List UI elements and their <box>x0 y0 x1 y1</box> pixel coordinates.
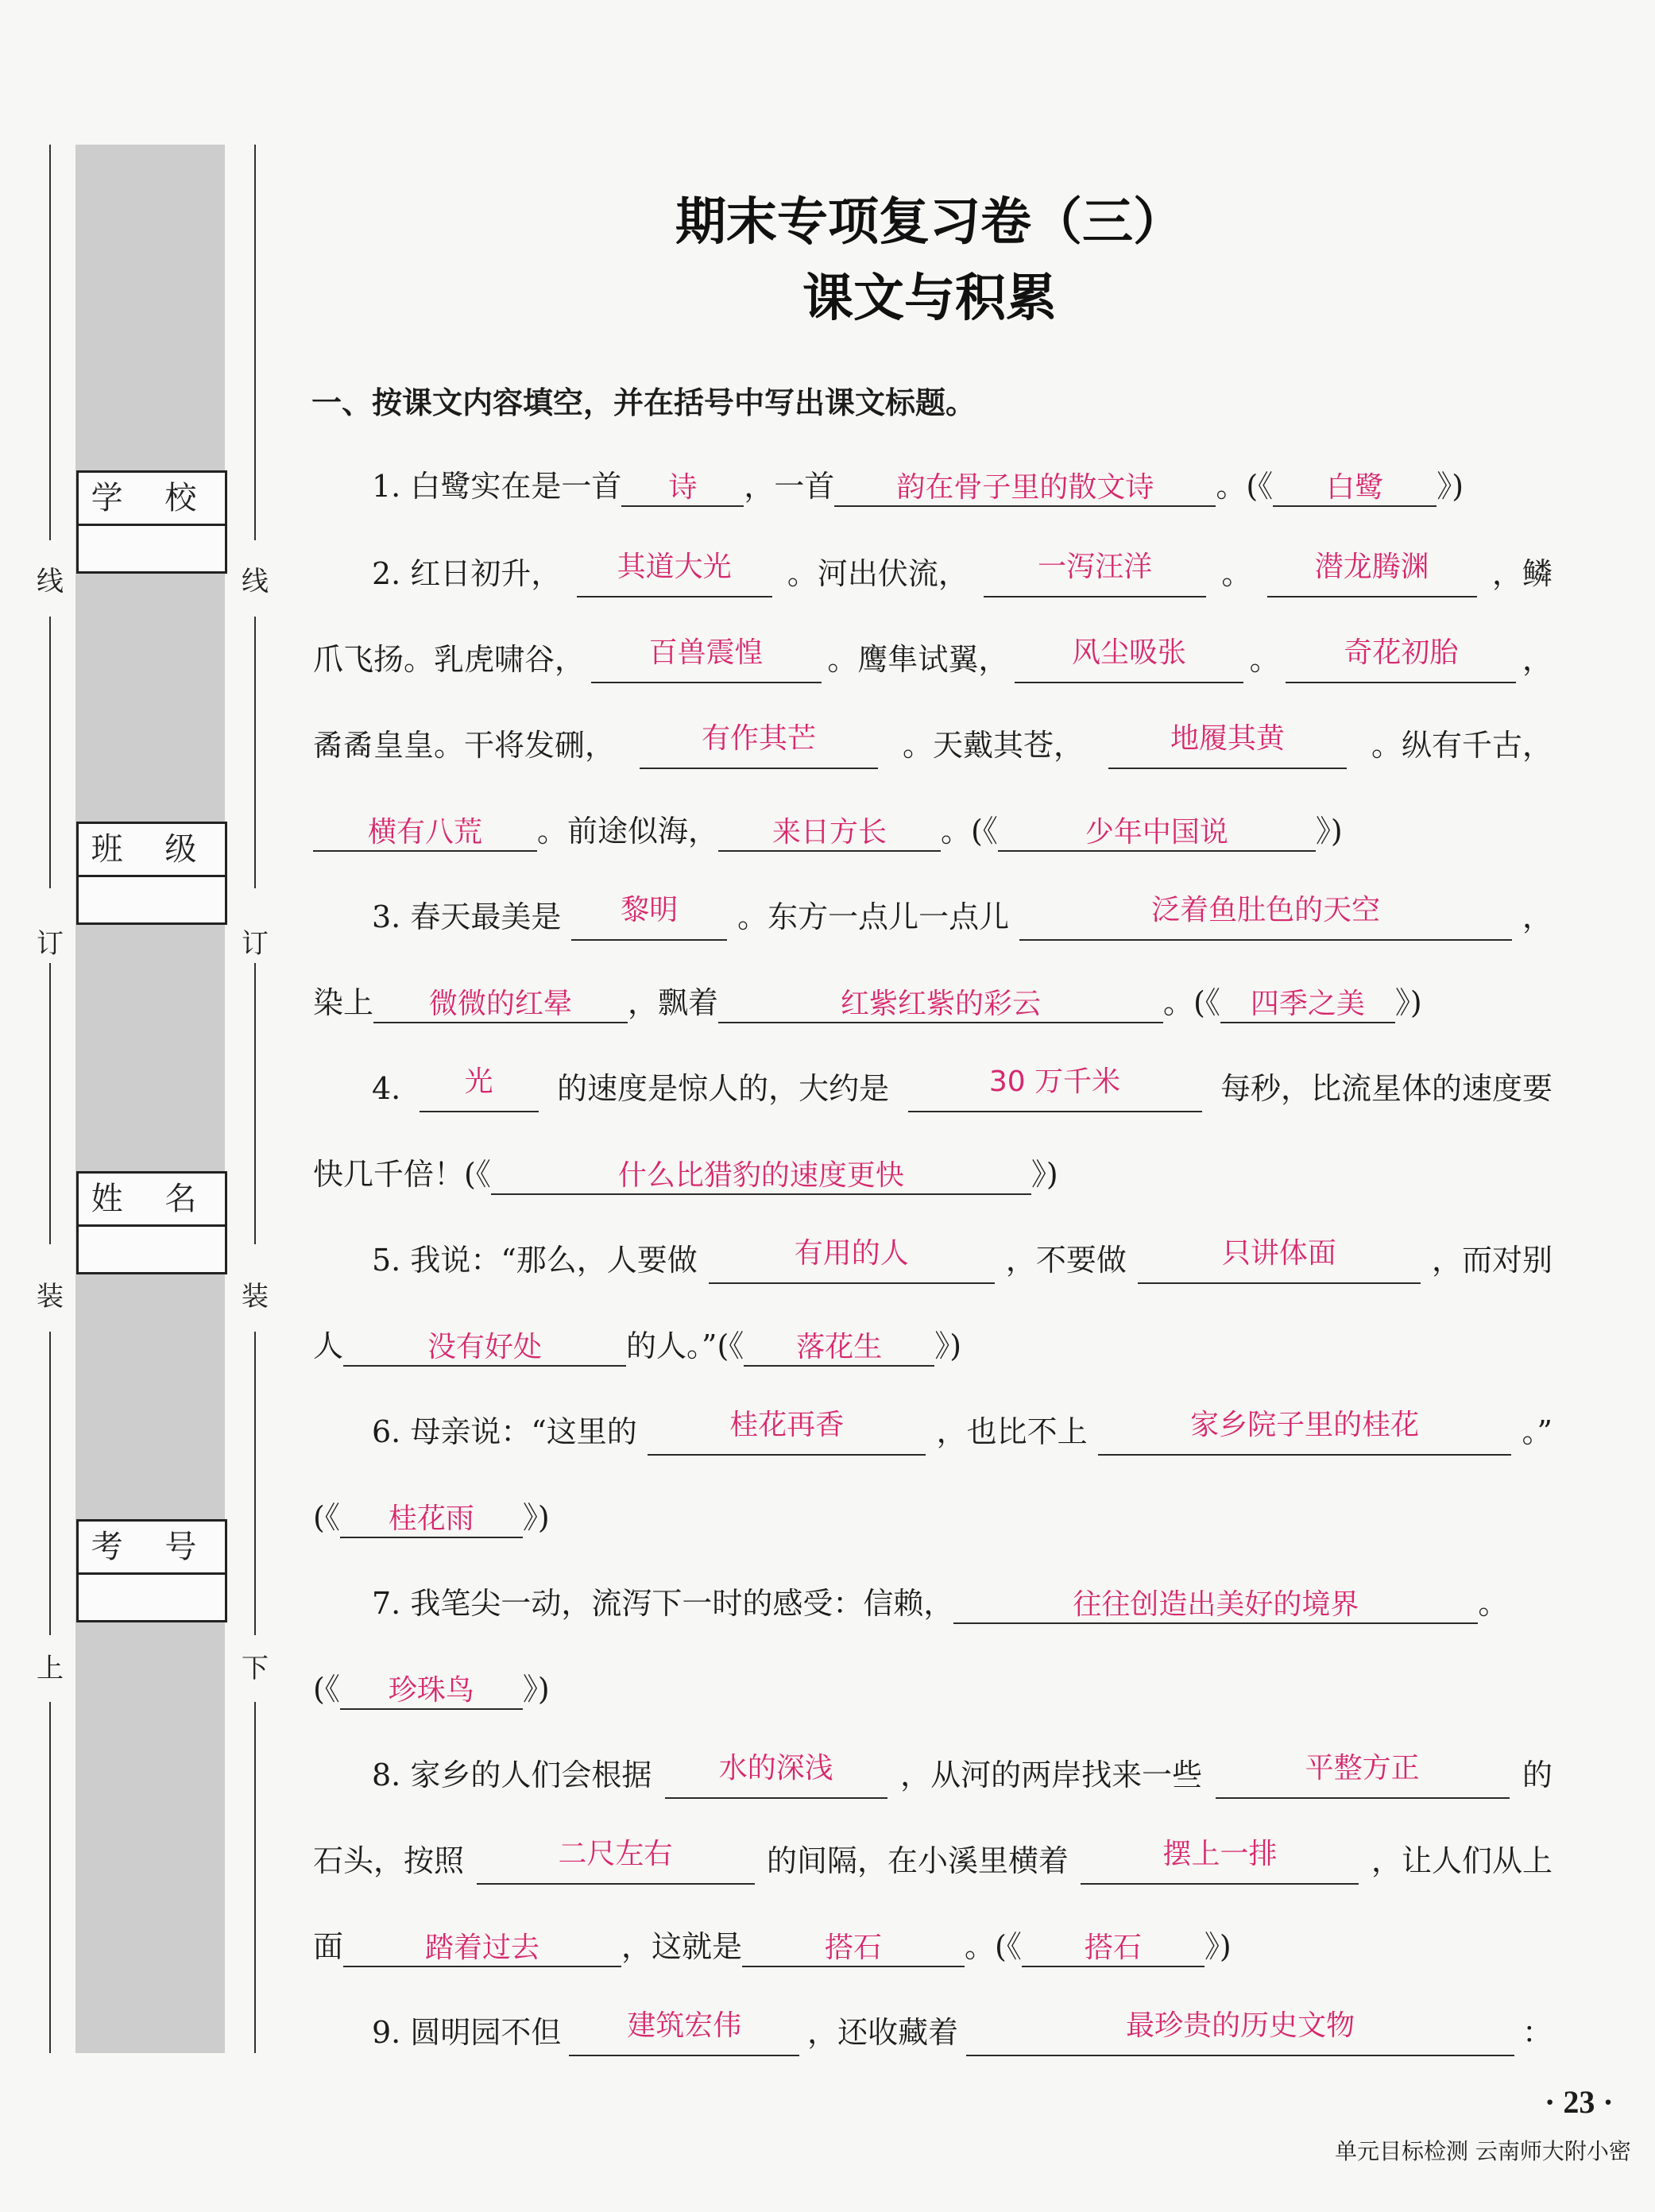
answer-blank[interactable]: 微微的红晕 <box>373 987 628 1023</box>
answer-blank[interactable]: 奇花初胎 <box>1286 636 1516 683</box>
question-5-line-2: 人 没有好处 的人。”(《 落花生 》) <box>313 1322 1553 1370</box>
answer-blank[interactable]: 平整方正 <box>1216 1751 1510 1799</box>
answer-blank[interactable]: 其道大光 <box>577 550 772 597</box>
margin-mark-zhuang: 装 <box>32 1281 68 1313</box>
margin-mark-xian: 线 <box>237 566 273 597</box>
answer-blank[interactable]: 潜龙腾渊 <box>1267 550 1477 597</box>
exam-number-label: 考 号 <box>79 1522 225 1575</box>
name-label: 姓 名 <box>79 1174 225 1227</box>
binding-strip <box>75 145 225 2053</box>
answer-blank[interactable]: 桂花再香 <box>648 1408 926 1456</box>
question-7-line-2: (《 珍珠鸟 》) <box>313 1665 1553 1713</box>
answer-blank[interactable]: 诗 <box>621 470 744 507</box>
answer-blank[interactable]: 落花生 <box>744 1330 934 1367</box>
answer-blank[interactable]: 最珍贵的历史文物 <box>966 2009 1514 2056</box>
answer-blank[interactable]: 建筑宏伟 <box>569 2009 799 2056</box>
page-number: · 23 · <box>1545 2084 1614 2120</box>
answer-blank[interactable]: 二尺左右 <box>477 1837 755 1885</box>
question-7: 7. 我笔尖一动，流泻下一时的感受：信赖， 往往创造出美好的境界 。 <box>372 1580 1553 1627</box>
margin-mark-xia: 下 <box>237 1653 273 1684</box>
footer-text: 单元目标检测 云南师大附小密 <box>1335 2138 1631 2164</box>
binding-line <box>254 617 256 888</box>
question-4: 4. 光 的速度是惊人的，大约是 30 万千米 每秒，比流星体的速度要 <box>372 1065 1553 1112</box>
question-6: 6. 母亲说：“这里的 桂花再香 ，也比不上 家乡院子里的桂花 。” <box>372 1408 1553 1456</box>
answer-blank[interactable]: 往往创造出美好的境界 <box>953 1587 1478 1624</box>
question-3: 3. 春天最美是 黎明 。东方一点儿一点儿 泛着鱼肚色的天空 ， <box>372 893 1553 941</box>
margin-mark-ding: 订 <box>237 928 273 960</box>
answer-blank[interactable]: 白鹭 <box>1273 470 1437 507</box>
margin-mark-ding: 订 <box>32 928 68 960</box>
binding-line <box>49 1702 51 2053</box>
question-4-line-2: 快几千倍！(《 什么比猎豹的速度更快 》) <box>313 1150 1553 1198</box>
binding-line <box>49 617 51 888</box>
question-2-line-2: 爪飞扬。乳虎啸谷， 百兽震惶 。鹰隼试翼， 风尘吸张 。 奇花初胎 ， <box>313 636 1553 683</box>
answer-blank[interactable]: 搭石 <box>1022 1931 1205 1967</box>
binding-line <box>49 963 51 1244</box>
answer-blank[interactable]: 踏着过去 <box>343 1931 621 1967</box>
answer-blank[interactable]: 搭石 <box>742 1931 965 1967</box>
answer-blank[interactable]: 桂花雨 <box>340 1502 523 1538</box>
section-heading: 一、按课文内容填空，并在括号中写出课文标题。 <box>311 385 976 420</box>
answer-blank[interactable]: 一泻汪洋 <box>984 550 1206 597</box>
answer-blank[interactable]: 地履其黄 <box>1108 721 1347 769</box>
binding-line <box>254 145 256 540</box>
page-title: 期末专项复习卷（三） <box>675 192 1184 252</box>
answer-blank[interactable]: 有用的人 <box>709 1236 995 1284</box>
answer-blank[interactable]: 红紫红紫的彩云 <box>718 987 1163 1023</box>
answer-blank[interactable]: 只讲体面 <box>1138 1236 1421 1284</box>
question-3-line-2: 染上 微微的红晕 ，飘着 红紫红紫的彩云 。(《 四季之美 》) <box>313 979 1553 1027</box>
answer-blank[interactable]: 横有八荒 <box>313 815 537 852</box>
answer-blank[interactable]: 光 <box>420 1065 539 1112</box>
answer-blank[interactable]: 什么比猎豹的速度更快 <box>491 1158 1031 1195</box>
answer-blank[interactable]: 30 万千米 <box>908 1065 1202 1112</box>
school-field[interactable] <box>76 470 227 574</box>
answer-blank[interactable]: 韵在骨子里的散文诗 <box>834 470 1216 507</box>
answer-blank[interactable]: 少年中国说 <box>998 815 1316 852</box>
class-field[interactable] <box>76 822 227 925</box>
question-2-line-4: 横有八荒 。前途似海， 来日方长 。(《 少年中国说 》) <box>313 807 1553 855</box>
question-2-line-3: 矞矞皇皇。干将发硎， 有作其芒 。天戴其苍， 地履其黄 。纵有千古， <box>313 721 1553 769</box>
answer-blank[interactable]: 泛着鱼肚色的天空 <box>1019 893 1512 941</box>
binding-line <box>49 145 51 540</box>
answer-blank[interactable]: 黎明 <box>571 893 727 941</box>
answer-blank[interactable]: 没有好处 <box>343 1330 626 1367</box>
exam-number-field[interactable] <box>76 1519 227 1622</box>
question-8: 8. 家乡的人们会根据 水的深浅 ，从河的两岸找来一些 平整方正 的 <box>372 1751 1553 1799</box>
margin-mark-xian: 线 <box>32 566 68 597</box>
school-label: 学 校 <box>79 473 225 526</box>
answer-blank[interactable]: 风尘吸张 <box>1015 636 1243 683</box>
binding-line <box>254 1332 256 1635</box>
question-1: 1. 白鹭实在是一首 诗 ，一首 韵在骨子里的散文诗 。(《 白鹭 》) <box>372 462 1553 510</box>
name-field[interactable] <box>76 1171 227 1274</box>
answer-blank[interactable]: 珍珠鸟 <box>340 1673 523 1710</box>
question-2: 2. 红日初升， 其道大光 。河出伏流， 一泻汪洋 。 潜龙腾渊 ，鳞 <box>372 550 1553 597</box>
question-8-line-3: 面 踏着过去 ，这就是 搭石 。(《 搭石 》) <box>313 1923 1553 1970</box>
answer-blank[interactable]: 四季之美 <box>1220 987 1395 1023</box>
page-subtitle: 课文与积累 <box>802 269 1057 328</box>
answer-blank[interactable]: 百兽震惶 <box>591 636 822 683</box>
class-label: 班 级 <box>79 824 225 877</box>
question-8-line-2: 石头，按照 二尺左右 的间隔，在小溪里横着 摆上一排 ，让人们从上 <box>313 1837 1553 1885</box>
answer-blank[interactable]: 来日方长 <box>718 815 941 852</box>
question-6-line-2: (《 桂花雨 》) <box>313 1494 1553 1541</box>
question-5: 5. 我说：“那么，人要做 有用的人 ，不要做 只讲体面 ，而对别 <box>372 1236 1553 1284</box>
answer-blank[interactable]: 有作其芒 <box>640 721 878 769</box>
answer-blank[interactable]: 家乡院子里的桂花 <box>1098 1408 1511 1456</box>
margin-mark-shang: 上 <box>32 1653 68 1684</box>
margin-mark-zhuang: 装 <box>237 1281 273 1313</box>
binding-line <box>49 1332 51 1635</box>
answer-blank[interactable]: 水的深浅 <box>665 1751 887 1799</box>
binding-line <box>254 1702 256 2053</box>
answer-blank[interactable]: 摆上一排 <box>1081 1837 1359 1885</box>
binding-line <box>254 963 256 1244</box>
question-9: 9. 圆明园不但 建筑宏伟 ，还收藏着 最珍贵的历史文物 ： <box>372 2009 1553 2056</box>
